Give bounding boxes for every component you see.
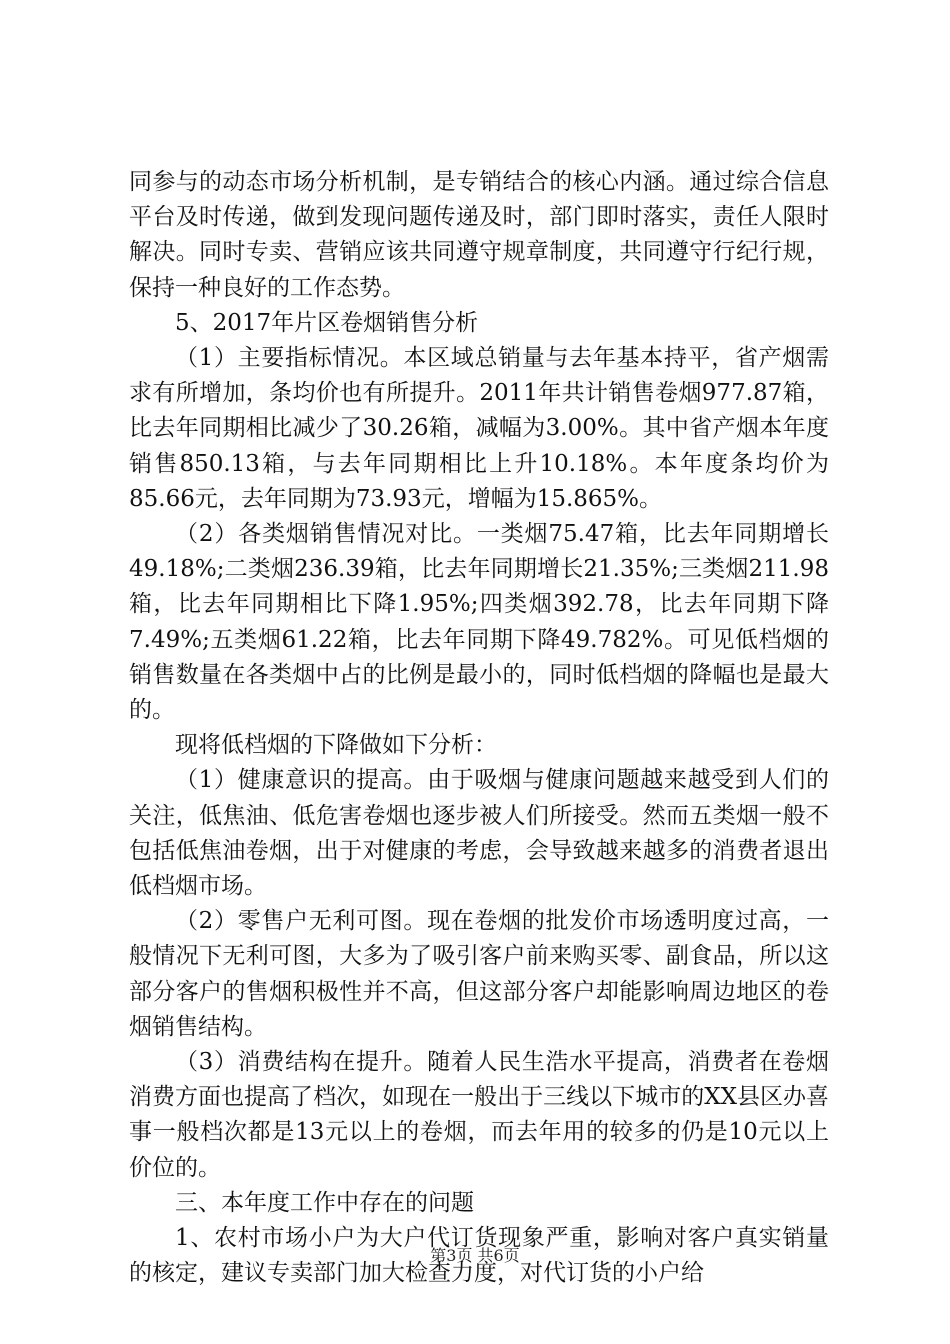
page-number-footer: 第3页 共6页 <box>430 1246 520 1265</box>
section-heading-problems: 三、本年度工作中存在的问题 <box>175 1189 474 1216</box>
paragraph-consumption-structure: （3）消费结构在提升。随着人民生浩水平提高，消费者在卷烟消费方面也提高了档次，如现在一般出于三线以下城市的XX县区办喜事一般档次都是13元以上的卷烟，而去年用的较多的仍是10元以上价位的。 <box>129 1049 829 1181</box>
paragraph-analysis-intro: 现将低档烟的下降做如下分析： <box>175 732 497 759</box>
paragraph-main-indicators: （1）主要指标情况。本区域总销量与去年基本持平，省产烟需求有所增加，条均价也有所提升。2011年共计销售卷烟977.87箱，比去年同期相比减少了30.26箱，减幅为3.00%。其中省产烟本年度销售850.13箱，与去年同期相比上升10.18%。本年度条均价为85.66元，去年同期为73.93元，增幅为15.865%。 <box>129 345 829 512</box>
paragraph-rural-market-issue: 1、农村市场小户为大户代订货现象严重，影响对客户真实销量的核定，建议专卖部门加大检查力度，对代订货的小户给 <box>129 1225 829 1287</box>
paragraph-health-awareness: （1）健康意识的提高。由于吸烟与健康问题越来越受到人们的关注，低焦油、低危害卷烟也逐步被人们所接受。然而五类烟一般不包括低焦油卷烟，出于对健康的考虑，会导致越来越多的消费者退出低档烟市场。 <box>129 767 829 900</box>
paragraph-category-comparison: （2）各类烟销售情况对比。一类烟75.47箱，比去年同期增长49.18%;二类烟236.39箱，比去年同期增长21.35%;三类烟211.98箱，比去年同期相比下降1.95%;四类烟392.78，比去年同期下降7.49%;五类烟61.22箱，比去年同期下降49.782%。可见低档烟的销售数量在各类烟中占的比例是最小的，同时低档烟的降幅也是最大的。 <box>129 521 829 724</box>
paragraph-retailer-profit: （2）零售户无利可图。现在卷烟的批发价市场透明度过高，一般情况下无利可图，大多为了吸引客户前来购买零、副食品，所以这部分客户的售烟积极性并不高，但这部分客户却能影响周边地区的卷烟销售结构。 <box>129 908 829 1040</box>
paragraph-intro-continued: 同参与的动态市场分析机制，是专销结合的核心内涵。通过综合信息平台及时传递，做到发现问题传递及时，部门即时落实，责任人限时解决。同时专卖、营销应该共同遵守规章制度，共同遵守行纪行规，保持一种良好的工作态势。 <box>129 169 829 301</box>
section-heading-sales-analysis: 5、2017年片区卷烟销售分析 <box>175 309 479 336</box>
document-body <box>129 165 829 1292</box>
